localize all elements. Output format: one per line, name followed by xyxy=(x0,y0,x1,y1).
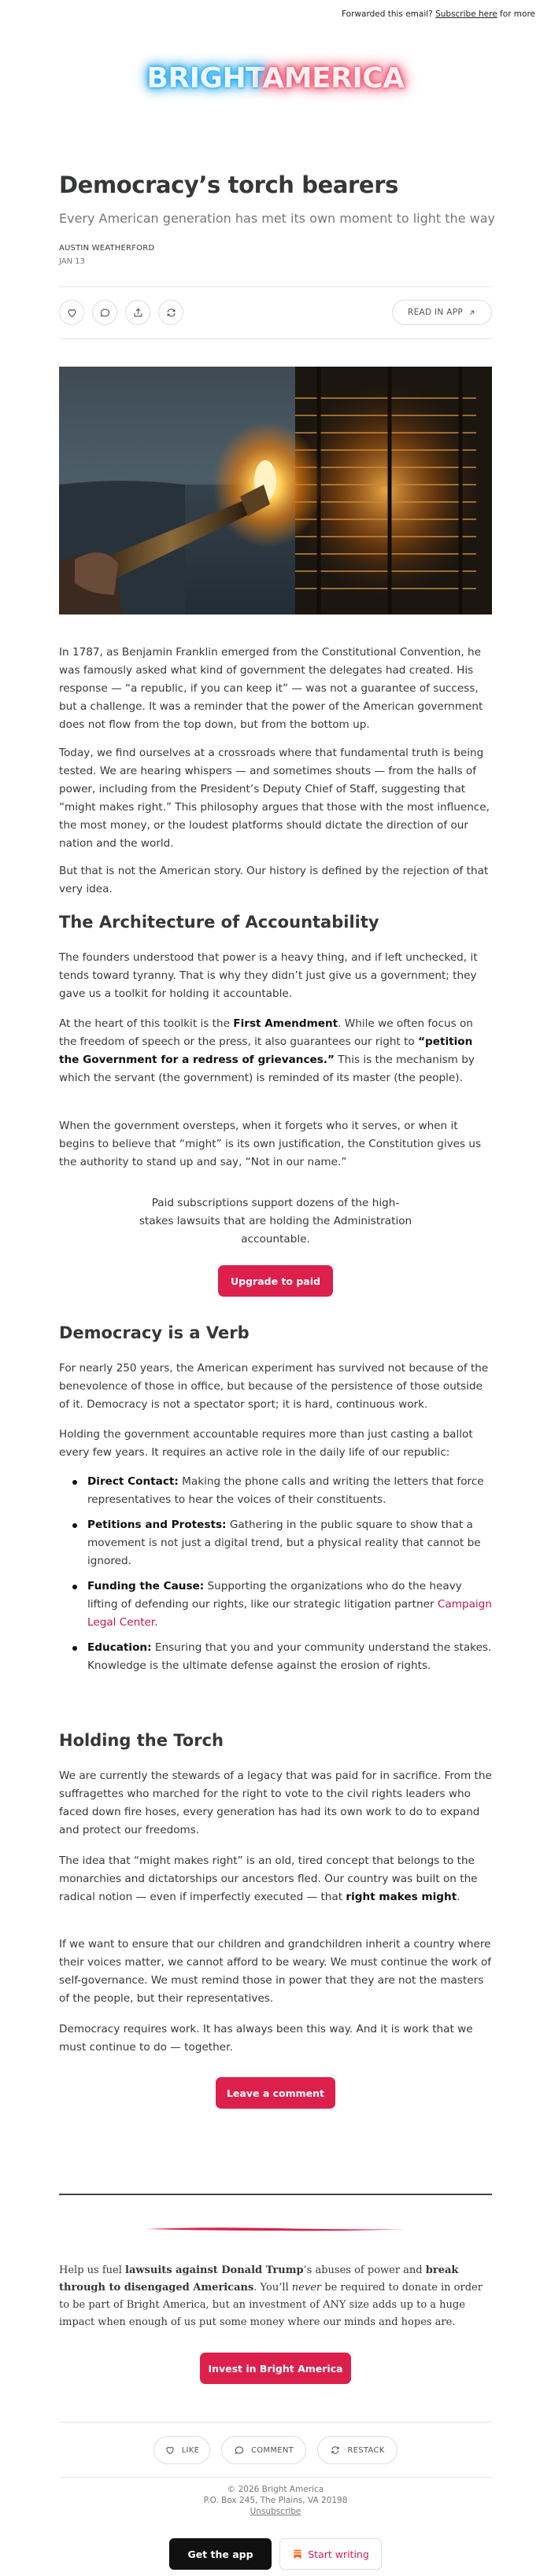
divider xyxy=(59,338,492,339)
section-heading: Democracy is a Verb xyxy=(59,1323,250,1342)
list-item: Funding the Cause: Supporting the organizations who do the heavy lifting of defending our rights, like our strategic litigation partner Campaign Legal Center. xyxy=(59,1578,492,1632)
post-date: JAN 13 xyxy=(59,257,85,266)
lighthouse-lamp-image xyxy=(59,367,492,614)
heart-icon xyxy=(165,2445,176,2456)
body-paragraph: For nearly 250 years, the American experiment has survived not because of the benevolence of those in office, but because of the persistence of those outside of it. Democracy is not a spectator sport; it is hard, continuous work. xyxy=(59,1362,489,1411)
action-list xyxy=(59,1473,492,1682)
hero-image-lighthouse-lamp[interactable] xyxy=(59,367,492,614)
list-item: Education: Ensuring that you and your community understand the stakes. Knowledge is the ultimate defense against the erosion of rights. xyxy=(59,1639,492,1675)
body-paragraph: Holding the government accountable requires more than just casting a ballot every few years. It requires an active role in the daily life of our republic: xyxy=(59,1428,473,1459)
copyright: © 2026 Bright America xyxy=(227,2485,324,2494)
list-item: Direct Contact: Making the phone calls and writing the letters that force representatives to hear the voices of their constituents. xyxy=(59,1473,492,1509)
share-icon xyxy=(132,307,144,319)
footer-like-button[interactable]: LIKE xyxy=(153,2436,210,2464)
substack-logo-icon xyxy=(292,2548,303,2559)
divider xyxy=(59,286,492,287)
upgrade-to-paid-button[interactable]: Upgrade to paid xyxy=(218,1265,333,1297)
section-heading: The Architecture of Accountability xyxy=(59,913,379,932)
like-button[interactable] xyxy=(59,300,84,325)
mailing-address: P.O. Box 245, The Plains, VA 20198 xyxy=(203,2496,348,2505)
body-paragraph: Today, we find ourselves at a crossroads where that fundamental truth is being tested. We are hearing whispers — and sometimes shouts — from the halls of power, including from the President’s Deputy Chief of Staff, suggesting that “might makes right.” This philosophy argues that those with the most influence, the most money, or the loudest platforms should dictate the direction of our nation and the world. xyxy=(59,747,490,850)
footer-restack-button[interactable]: RESTACK xyxy=(317,2436,398,2464)
paid-subscription-text: Paid subscriptions support dozens of the high-stakes lawsuits that are holding the Administration accountable. xyxy=(139,1197,412,1246)
unsubscribe-row xyxy=(0,2507,551,2516)
get-the-app-button[interactable]: Get the app xyxy=(169,2538,272,2570)
forwarded-notice: Forwarded this email? Subscribe here for more xyxy=(342,9,535,19)
section-divider xyxy=(59,2194,492,2195)
campaign-legal-center-link[interactable]: Campaign Legal Center xyxy=(87,1598,492,1629)
unsubscribe-link[interactable]: Unsubscribe xyxy=(250,2507,301,2516)
leave-a-comment-button[interactable]: Leave a comment xyxy=(216,2077,335,2109)
heart-icon xyxy=(66,307,78,319)
bright-america-logo[interactable]: BRIGHTAMERICA xyxy=(146,62,405,94)
footer-comment-button[interactable]: COMMENT xyxy=(221,2436,306,2464)
comment-icon xyxy=(234,2445,245,2456)
list-item: Petitions and Protests: Gathering in the public square to show that a movement is not just a digital trend, but a physical reality that cannot be ignored. xyxy=(59,1516,492,1570)
start-writing-button[interactable]: Start writing xyxy=(279,2538,382,2570)
body-paragraph: If we want to ensure that our children and grandchildren inherit a country where their voices matter, we cannot afford to be weary. We must continue the work of self-governance. We must remind those in power that they are not the masters of the people, but their representatives. xyxy=(59,1938,492,2005)
body-paragraph: The founders understood that power is a heavy thing, and if left unchecked, it tends toward tyranny. That is why they didn’t just give us a government; they gave us a toolkit for holding it accountable. xyxy=(59,951,478,1000)
brush-stroke-divider xyxy=(146,2227,405,2231)
body-paragraph: The idea that “might makes right” is an old, tired concept that belongs to the monarchies and dictatorships our ancestors fled. Our country was built on the radical notion — even if imperfectly executed — that right makes might. xyxy=(59,1854,478,1903)
share-button[interactable] xyxy=(125,300,150,325)
external-arrow-icon xyxy=(468,308,476,317)
body-paragraph: At the heart of this toolkit is the First Amendment. While we often focus on the freedom of speech or the press, it also guarantees our right to “petition the Government for a redress of grievances.” This is the mechanism by which the servant (the government) is reminded of its master (the people). xyxy=(59,1017,475,1084)
body-paragraph: In 1787, as Benjamin Franklin emerged from the Constitutional Convention, he was famously asked what kind of government the delegates had created. His response — “a republic, if you can keep it” — was not a guarantee of success, but a challenge. It was a reminder that the power of the American government does not flow from the top down, but from the bottom up. xyxy=(59,646,483,731)
body-paragraph: We are currently the stewards of a legacy that was paid for in sacrifice. From the suffragettes who marched for the right to vote to the civil rights leaders who faced down fire hoses, every generation has had its own work to do to expand and protect our freedoms. xyxy=(59,1770,492,1836)
comment-icon xyxy=(99,307,111,319)
post-subtitle: Every American generation has met its own moment to light the way xyxy=(59,211,495,226)
post-title[interactable]: Democracy’s torch bearers xyxy=(59,172,398,198)
read-in-app-button[interactable]: READ IN APP xyxy=(392,300,492,325)
body-paragraph: Democracy requires work. It has always been this way. And it is work that we must continue to do — together. xyxy=(59,2023,473,2054)
promo-paragraph: Help us fuel lawsuits against Donald Trump’s abuses of power and break through to disengaged Americans. You’ll never be required to donate in order to be part of Bright America, but an investment of ANY size adds up to a huge impact when enough of us put some money where our minds and hopes are. xyxy=(59,2264,483,2328)
invest-button[interactable]: Invest in Bright America xyxy=(200,2353,351,2384)
divider xyxy=(59,2422,492,2423)
section-heading: Holding the Torch xyxy=(59,1731,224,1750)
restack-icon xyxy=(165,307,177,319)
divider xyxy=(59,2477,492,2478)
author-name[interactable]: AUSTIN WEATHERFORD xyxy=(59,244,155,253)
body-paragraph: When the government oversteps, when it forgets who it serves, or when it begins to believe that “might” is its own justification, the Constitution gives us the authority to stand up and say, “Not in our name.” xyxy=(59,1120,482,1168)
body-paragraph: But that is not the American story. Our history is defined by the rejection of that very idea. xyxy=(59,865,489,895)
subscribe-link[interactable]: Subscribe here xyxy=(435,9,497,19)
restack-icon xyxy=(330,2445,341,2456)
restack-button[interactable] xyxy=(158,300,183,325)
comment-button[interactable] xyxy=(92,300,117,325)
